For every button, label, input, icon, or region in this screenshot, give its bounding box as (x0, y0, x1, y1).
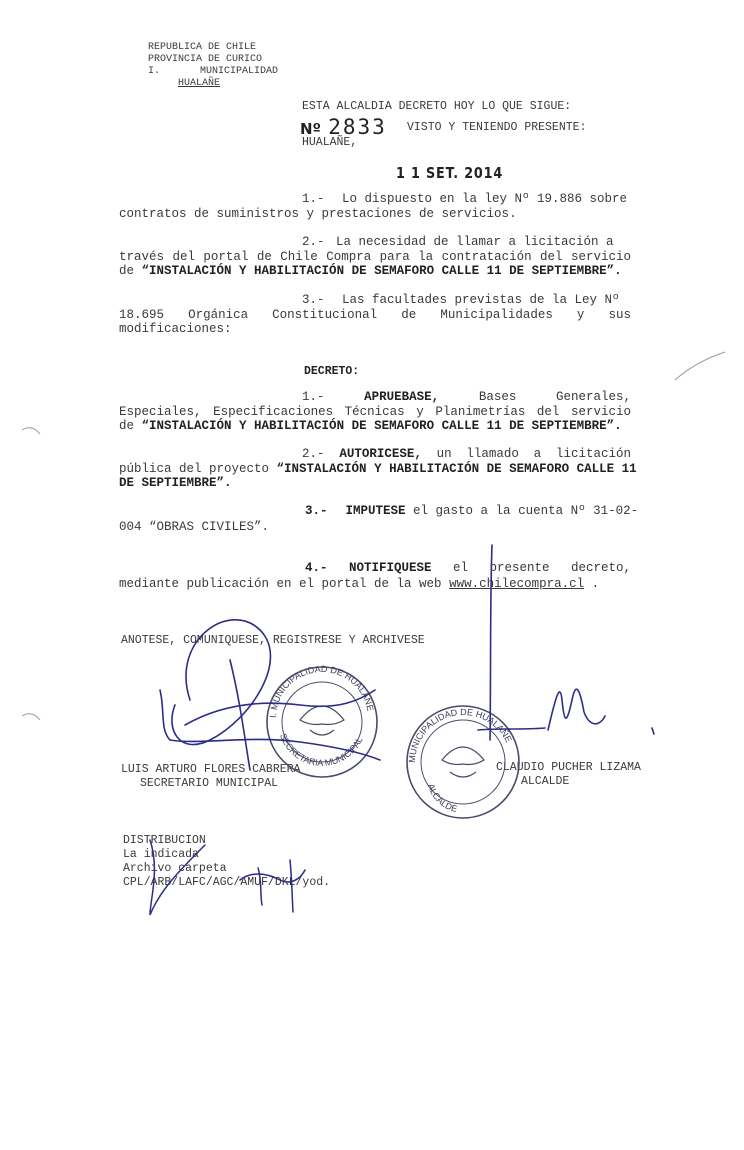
distribucion-item-1: La indicada (123, 848, 199, 861)
header-prefix: I. (148, 66, 161, 77)
distribucion-item-3: CPL/ARB/LAFC/AGC/AMUF/DKL/yod. (123, 876, 331, 889)
decreto-2-number: 2.- (302, 447, 325, 461)
decreto-4-rest: el presente decreto, (453, 561, 631, 575)
header-municipalidad-label: MUNICIPALIDAD (200, 66, 279, 77)
secretario-name: LUIS ARTURO FLORES CABRERA (121, 763, 301, 776)
header-line-hualane: HUALAÑE (178, 78, 221, 89)
visto-2-service-name: “INSTALACIÓN Y HABILITACIÓN DE SEMAFORO CALLE 11 DE SEPTIEMBRE”. (141, 264, 622, 278)
decreto-4-keyword: NOTIFIQUESE (349, 561, 432, 575)
decreto-1-number: 1.- (302, 390, 325, 404)
visto-2-line2: través del portal de Chile Compra para la contratación del servicio (119, 250, 631, 264)
decreto-1-rest: Bases Generales, (478, 390, 631, 404)
decreto-4-prefix: mediante publicación en el portal de la web (119, 577, 442, 591)
visto-2-line1: La necesidad de llamar a licitación a (336, 235, 614, 249)
visto-3-line1: Las facultades previstas de la Ley Nº (342, 293, 620, 307)
chilecompra-link[interactable]: www.chilecompra.cl (449, 577, 585, 591)
secretario-title: SECRETARIO MUNICIPAL (140, 777, 279, 790)
visto-2-prefix: de (119, 264, 135, 278)
decree-date: 1 1 SET. 2014 (396, 164, 504, 182)
decreto-1-line2: Especiales, Especificaciones Técnicas y Planimetrías del servicio (119, 405, 631, 419)
decree-number: 2833 (328, 115, 387, 139)
closing-line: ANOTESE, COMUNIQUESE, REGISTRESE Y ARCHIVESE (121, 634, 425, 647)
stamp-left-bottom-text: SECRETARIA MUNICIPAL (278, 732, 365, 768)
visto-2-number: 2.- (302, 235, 325, 249)
secretaria-stamp (267, 664, 377, 777)
visto-1-line1: Lo dispuesto en la ley Nº 19.886 sobre (342, 192, 628, 206)
stamp-left-top-text: I. MUNICIPALIDAD DE HUALAÑE (267, 663, 376, 719)
alcalde-stamp (407, 706, 519, 818)
decreto-2-project-name: “INSTALACIÓN Y HABILITACIÓN DE SEMAFORO CALLE 11 (276, 462, 637, 476)
decreto-title: DECRETO: (304, 365, 360, 378)
decreto-4-number: 4.- (305, 561, 328, 575)
alcalde-signature (478, 545, 654, 740)
secretario-signature (160, 620, 380, 770)
decreto-1-prefix: de (119, 419, 135, 433)
decreto-2-keyword: AUTORICESE, (339, 447, 422, 461)
header-line-republica: REPUBLICA DE CHILE (148, 42, 257, 53)
visto-3-number: 3.- (302, 293, 325, 307)
visto-3-line3: modificaciones: (119, 322, 232, 336)
distribucion-title: DISTRIBUCION (123, 834, 206, 847)
decreto-3-number: 3.- (305, 504, 328, 518)
alcalde-title: ALCALDE (521, 775, 570, 788)
decreto-2-line3: DE SEPTIEMBRE”. (119, 476, 232, 490)
decreto-3-keyword: IMPUTESE (345, 504, 406, 518)
visto-1-line2: contratos de suministros y prestaciones de servicios. (119, 207, 517, 221)
decreto-3-line2: 004 “OBRAS CIVILES”. (119, 520, 270, 534)
decreto-4-suffix: . (591, 577, 600, 591)
decreto-1-keyword: APRUEBASE, (364, 390, 440, 404)
distribucion-item-2: Archivo carpeta (123, 862, 227, 875)
alcalde-name: CLAUDIO PUCHER LIZAMA (496, 761, 641, 774)
stamp-right-top-text: MUNICIPALIDAD DE HUALAÑE (406, 706, 514, 764)
visto-3-line2: 18.695 Orgánica Constitucional de Municipalidades y sus (119, 308, 631, 322)
margin-marks (22, 352, 725, 720)
alcaldia-line: ESTA ALCALDIA DECRETO HOY LO QUE SIGUE: (302, 100, 572, 113)
decreto-2-rest: un llamado a licitación (436, 447, 631, 461)
decreto-2-prefix: pública del proyecto (119, 462, 270, 476)
stamp-right-bottom-text: ALCALDE (425, 782, 459, 814)
lugar-line: HUALAÑE, (302, 136, 358, 149)
visto-1-number: 1.- (302, 192, 325, 206)
numero-label: Nº (300, 120, 322, 138)
header-line-provincia: PROVINCIA DE CURICO (148, 54, 263, 65)
decreto-3-rest: el gasto a la cuenta Nº 31-02- (413, 504, 639, 518)
decreto-1-service-name: “INSTALACIÓN Y HABILITACIÓN DE SEMAFORO CALLE 11 DE SEPTIEMBRE”. (141, 419, 622, 433)
distribucion-initials (150, 840, 305, 915)
visto-line: VISTO Y TENIENDO PRESENTE: (407, 121, 587, 134)
